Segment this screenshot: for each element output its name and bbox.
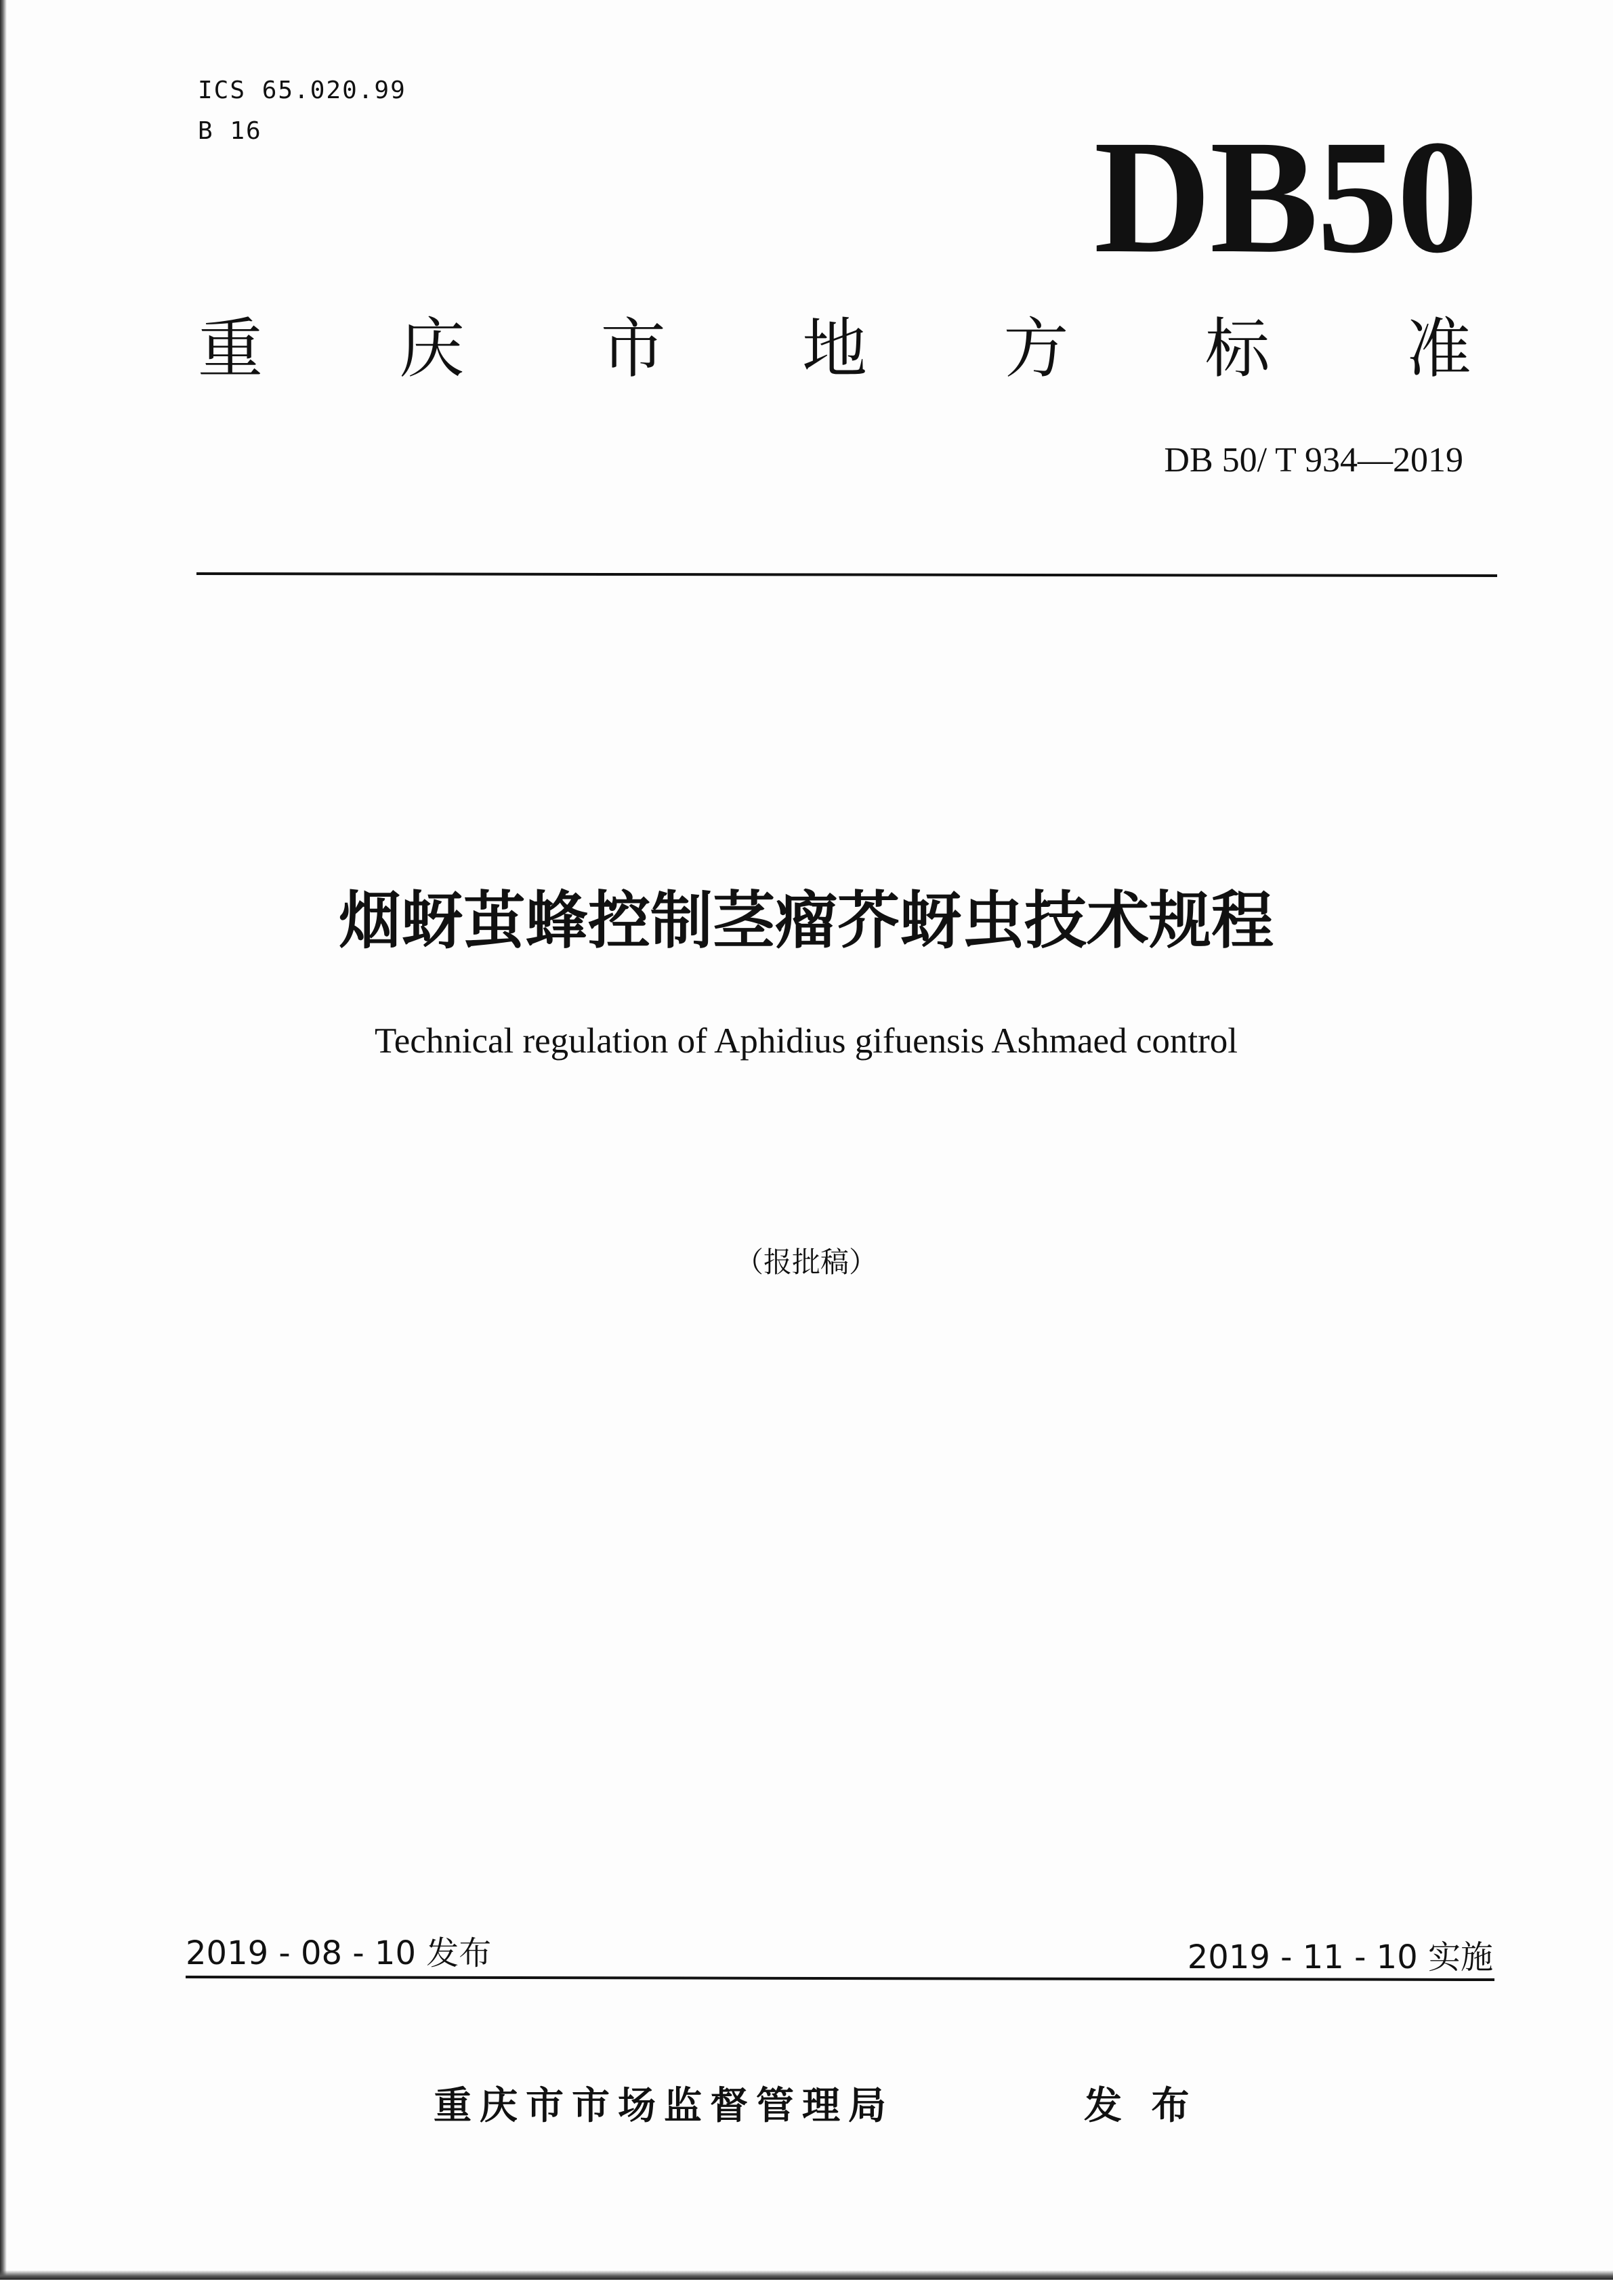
- scan-edge-left: [0, 0, 7, 2280]
- publisher-line: [434, 2079, 1206, 2133]
- publish-date: 2019 - 08 - 10 发布: [186, 1934, 492, 1972]
- standard-type-char: 方: [1003, 311, 1069, 387]
- scan-edge-bottom: [0, 2270, 1613, 2280]
- standard-type-char: 准: [1406, 311, 1471, 387]
- db-logo: DB50: [1093, 106, 1477, 286]
- ics-code: ICS 65.020.99: [198, 77, 406, 104]
- standard-type-char: 地: [801, 311, 867, 387]
- standard-type-char: 市: [600, 311, 666, 387]
- chinese-title: 烟蚜茧蜂控制茎瘤芥蚜虫技术规程: [338, 885, 1274, 957]
- english-title: Technical regulation of Aphidius gifuensis Ashmaed control: [375, 1021, 1238, 1061]
- header-divider: [196, 572, 1497, 577]
- publish-label: 发 布: [1084, 2084, 1198, 2128]
- classification-codes: [198, 70, 406, 152]
- standard-type-char: 标: [1204, 311, 1270, 387]
- standard-type-heading: [198, 312, 1471, 386]
- standard-number: DB 50/ T 934—2019: [1164, 441, 1463, 480]
- publisher-name: 重庆市市场监督管理局: [434, 2084, 894, 2128]
- draft-status: （报批稿）: [734, 1246, 877, 1279]
- ccs-code: B 16: [198, 117, 262, 145]
- implementation-date: 2019 - 11 - 10 实施: [1187, 1938, 1493, 1976]
- standard-type-char: 庆: [399, 311, 465, 387]
- standard-type-char: 重: [198, 311, 263, 387]
